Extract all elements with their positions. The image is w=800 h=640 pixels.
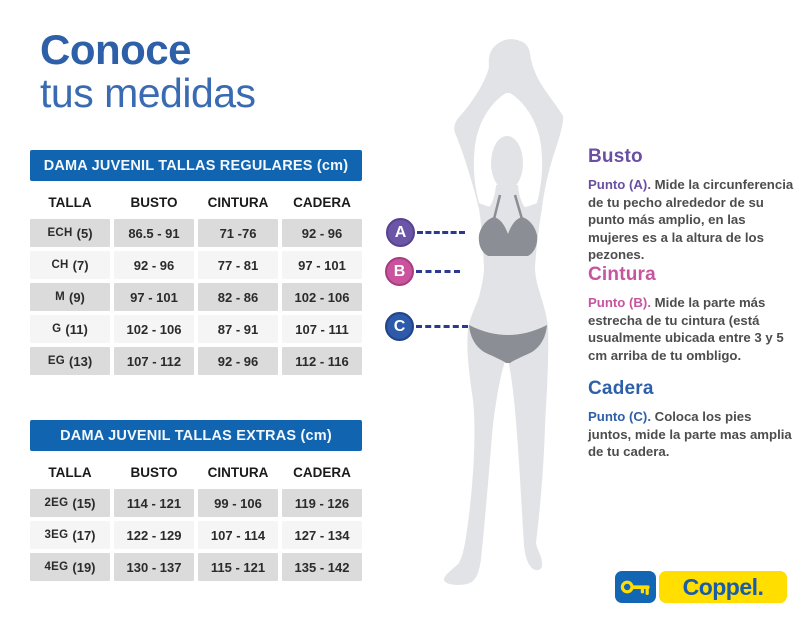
cintura-cell: 92 - 96 [198,347,278,375]
column-header-cadera: CADERA [293,464,351,480]
busto-cell: 86.5 - 91 [114,219,194,247]
page-title [40,28,256,114]
cadera-cell: 107 - 111 [282,315,362,343]
coppel-logo [615,571,787,603]
table-row [30,347,362,375]
busto-cell: 97 - 101 [114,283,194,311]
punto-c-label: Punto (C). [588,409,651,424]
talla-cell: 2EG (15) [30,489,110,517]
column-header-talla: TALLA [48,464,92,480]
marker-a-badge: A [386,218,415,247]
cadera-cell: 112 - 116 [282,347,362,375]
table-extras-banner: DAMA JUVENIL TALLAS EXTRAS (cm) [30,420,362,451]
page-title-line1: Conoce [40,26,192,73]
talla-cell: ECH (5) [30,219,110,247]
cadera-cell: 135 - 142 [282,553,362,581]
marker-c-dash-line [416,325,468,328]
column-header-talla: TALLA [48,194,92,210]
cintura-cell: 71 -76 [198,219,278,247]
busto-cell: 122 - 129 [114,521,194,549]
body-silhouette [444,39,563,585]
page-title-line2: tus medidas [40,69,256,116]
column-header-busto: BUSTO [130,194,178,210]
busto-cell: 102 - 106 [114,315,194,343]
talla-cell: 4EG (19) [30,553,110,581]
cadera-heading: Cadera [588,378,654,399]
table-regulares-header-row [30,189,362,215]
table-row [30,489,362,517]
body-figure-illustration [393,5,603,600]
head-shape [491,136,523,190]
column-header-cintura: CINTURA [207,194,269,210]
table-row [30,521,362,549]
cintura-cell: 115 - 121 [198,553,278,581]
cintura-heading: Cintura [588,264,656,285]
cadera-description: Punto (C). Coloca los pies juntos, mide la parte mas amplia de tu cadera. [588,409,792,459]
column-header-busto: BUSTO [130,464,178,480]
table-extras-header-row [30,459,362,485]
cintura-cell: 82 - 86 [198,283,278,311]
cadera-cell: 92 - 96 [282,219,362,247]
cintura-cell: 87 - 91 [198,315,278,343]
section-cadera [588,378,798,461]
cadera-cell: 102 - 106 [282,283,362,311]
punto-a-label: Punto (A). [588,177,651,192]
cadera-cell: 119 - 126 [282,489,362,517]
cadera-cell: 127 - 134 [282,521,362,549]
cintura-cell: 99 - 106 [198,489,278,517]
busto-cell: 114 - 121 [114,489,194,517]
table-row [30,315,362,343]
table-row [30,251,362,279]
column-header-cadera: CADERA [293,194,351,210]
table-row [30,219,362,247]
section-busto [588,146,798,264]
table-tallas-regulares [30,150,362,375]
coppel-wordmark: Coppel. [659,571,787,603]
marker-c-badge: C [385,312,414,341]
table-regulares-banner: DAMA JUVENIL TALLAS REGULARES (cm) [30,150,362,181]
busto-cell: 92 - 96 [114,251,194,279]
marker-b-dash-line [416,270,460,273]
section-cintura [588,264,798,364]
cintura-cell: 77 - 81 [198,251,278,279]
column-header-cintura: CINTURA [207,464,269,480]
cintura-cell: 107 - 114 [198,521,278,549]
table-row [30,283,362,311]
talla-cell: 3EG (17) [30,521,110,549]
busto-description: Punto (A). Mide la circunferencia de tu pecho alrededor de su punto más amplio, en las mujeres es a la altura de los pezones. [588,177,794,262]
marker-a-dash-line [417,231,465,234]
busto-cell: 107 - 112 [114,347,194,375]
busto-heading: Busto [588,146,643,167]
talla-cell: CH (7) [30,251,110,279]
talla-cell: EG (13) [30,347,110,375]
talla-cell: G (11) [30,315,110,343]
cintura-description: Punto (B). Mide la parte más estrecha de tu cintura (está usualmente ubicada entre 3 y 5 cm arriba de tu ombligo. [588,295,784,363]
marker-b-badge: B [385,257,414,286]
coppel-key-icon [615,571,656,603]
table-row [30,553,362,581]
table-tallas-extras [30,420,362,581]
busto-cell: 130 - 137 [114,553,194,581]
punto-b-label: Punto (B). [588,295,651,310]
cadera-cell: 97 - 101 [282,251,362,279]
talla-cell: M (9) [30,283,110,311]
